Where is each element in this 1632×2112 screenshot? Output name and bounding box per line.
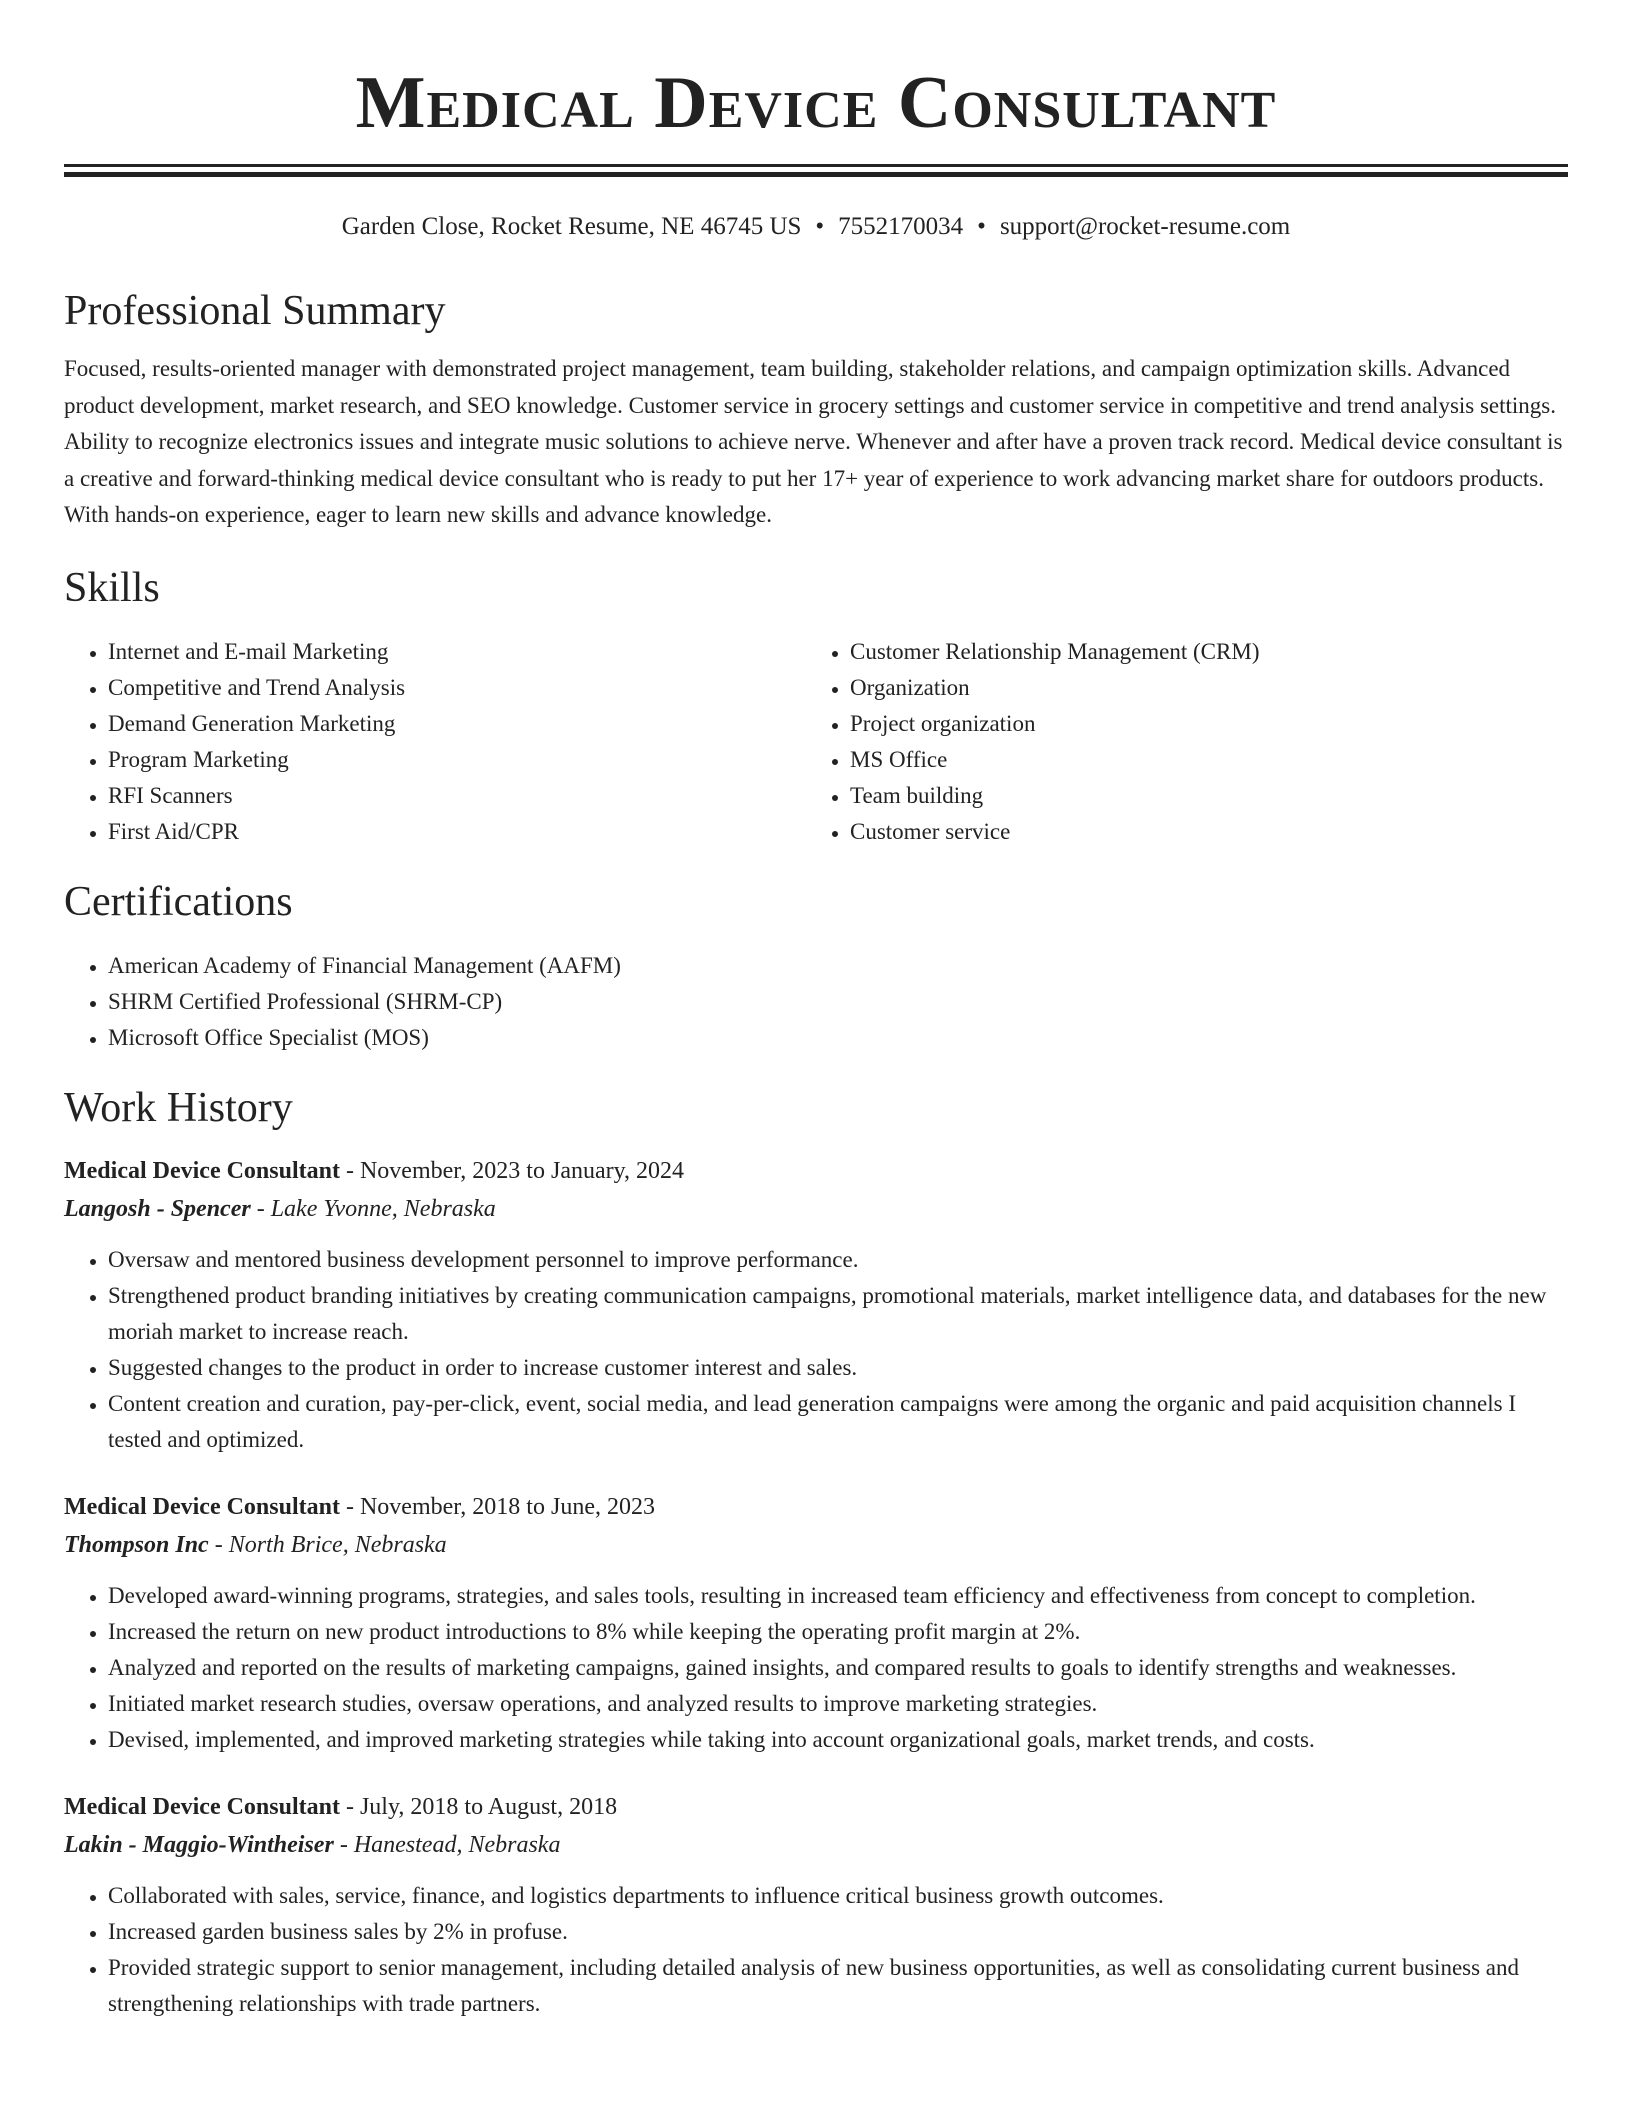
job-bullets bbox=[64, 1242, 1568, 1458]
resume-page bbox=[64, 0, 1568, 2022]
skill-item: • Demand Generation Marketing bbox=[108, 706, 806, 742]
summary-heading: Professional Summary bbox=[64, 288, 446, 334]
job-bullet: • Devised, implemented, and improved marketing strategies while taking into account organizational goals, market trends, and costs. bbox=[108, 1722, 1568, 1758]
company-dash: - bbox=[333, 1831, 354, 1858]
job-bullets bbox=[64, 1878, 1568, 2022]
job-entry bbox=[64, 1152, 1568, 1458]
job-title: Medical Device Consultant bbox=[64, 1157, 340, 1184]
job-entry bbox=[64, 1788, 1568, 2022]
company-name: Langosh - Spencer bbox=[64, 1195, 251, 1222]
contact-address: Garden Close, Rocket Resume, NE 46745 US bbox=[341, 213, 802, 240]
resume-title: Medical Device Consultant bbox=[355, 62, 1277, 144]
company-dash: - bbox=[208, 1531, 229, 1558]
job-bullet: • Collaborated with sales, service, finance, and logistics departments to influence critical business growth outcomes. bbox=[108, 1878, 1568, 1914]
contact-line bbox=[64, 211, 1568, 243]
company-location: Lake Yvonne, Nebraska bbox=[270, 1195, 496, 1222]
job-title-line bbox=[64, 1788, 1568, 1826]
skill-item: • Team building bbox=[850, 778, 1548, 814]
company-line bbox=[64, 1190, 1568, 1228]
skill-item: • Organization bbox=[850, 670, 1548, 706]
job-bullet: • Initiated market research studies, oversaw operations, and analyzed results to improve marketing strategies. bbox=[108, 1686, 1568, 1722]
job-dates: July, 2018 to August, 2018 bbox=[359, 1793, 618, 1820]
job-title: Medical Device Consultant bbox=[64, 1493, 340, 1520]
job-bullet: • Increased garden business sales by 2% in profuse. bbox=[108, 1914, 1568, 1950]
job-bullet: • Developed award-winning programs, strategies, and sales tools, resulting in increased team efficiency and effectiveness from concept to completion. bbox=[108, 1578, 1568, 1614]
job-bullet: • Strengthened product branding initiatives by creating communication campaigns, promotional materials, market intelligence data, and databases for the new moriah market to increase reach. bbox=[108, 1278, 1568, 1350]
skills-heading: Skills bbox=[64, 564, 160, 611]
job-title-line bbox=[64, 1152, 1568, 1190]
title-divider-bottom bbox=[64, 172, 1568, 177]
job-bullet: • Suggested changes to the product in order to increase customer interest and sales. bbox=[108, 1350, 1568, 1386]
job-title: Medical Device Consultant bbox=[64, 1793, 340, 1820]
skills-column-right bbox=[806, 634, 1548, 850]
job-bullet: • Analyzed and reported on the results of marketing campaigns, gained insights, and compared results to goals to identify strengths and weaknesses. bbox=[108, 1650, 1568, 1686]
certification-item: • American Academy of Financial Management (AAFM) bbox=[108, 948, 1568, 984]
company-name: Thompson Inc bbox=[64, 1531, 209, 1558]
company-line bbox=[64, 1526, 1568, 1564]
company-line bbox=[64, 1826, 1568, 1864]
certifications-list bbox=[64, 948, 1568, 1056]
contact-phone: 7552170034 bbox=[838, 213, 964, 240]
skill-item: • First Aid/CPR bbox=[108, 814, 806, 850]
certifications-heading: Certifications bbox=[64, 878, 293, 925]
company-dash: - bbox=[250, 1195, 271, 1222]
job-bullet: • Provided strategic support to senior management, including detailed analysis of new business opportunities, as well as consolidating current business and strengthening relationships with trade partners. bbox=[108, 1950, 1568, 2022]
contact-separator: • bbox=[977, 213, 986, 240]
company-location: North Brice, Nebraska bbox=[228, 1531, 447, 1558]
contact-email: support@rocket-resume.com bbox=[999, 213, 1291, 240]
title-divider-top bbox=[64, 164, 1568, 167]
job-dash: - bbox=[339, 1493, 360, 1520]
company-name: Lakin - Maggio-Wintheiser bbox=[64, 1831, 334, 1858]
skills-grid bbox=[64, 634, 1568, 850]
skill-item: • Customer Relationship Management (CRM) bbox=[850, 634, 1548, 670]
skill-item: • RFI Scanners bbox=[108, 778, 806, 814]
certification-item: • SHRM Certified Professional (SHRM-CP) bbox=[108, 984, 1568, 1020]
job-dash: - bbox=[339, 1157, 360, 1184]
skill-item: • Project organization bbox=[850, 706, 1548, 742]
job-bullet: • Oversaw and mentored business development personnel to improve performance. bbox=[108, 1242, 1568, 1278]
skill-item: • Customer service bbox=[850, 814, 1548, 850]
skill-item: • Program Marketing bbox=[108, 742, 806, 778]
job-dates: November, 2023 to January, 2024 bbox=[359, 1157, 685, 1184]
job-dash: - bbox=[339, 1793, 360, 1820]
job-dates: November, 2018 to June, 2023 bbox=[359, 1493, 655, 1520]
job-bullets bbox=[64, 1578, 1568, 1758]
summary-text: Focused, results-oriented manager with demonstrated project management, team building, stakeholder relations, and campaign optimization skills. Advanced product development, market research, and SEO knowledge. Customer service in grocery settings and customer service in competitive and trend analysis settings. Ability to recognize electronics issues and integrate music solutions to achieve nerve. Whenever and after have a proven track record. Medical device consultant is a creative and forward-thinking medical device consultant who is ready to put her 17+ year of experience to work advancing market share for outdoors products. With hands-on experience, eager to learn new skills and advance knowledge. bbox=[64, 356, 1563, 527]
job-title-line bbox=[64, 1488, 1568, 1526]
skill-item: • MS Office bbox=[850, 742, 1548, 778]
job-bullet: • Increased the return on new product introductions to 8% while keeping the operating profit margin at 2%. bbox=[108, 1614, 1568, 1650]
skill-item: • Competitive and Trend Analysis bbox=[108, 670, 806, 706]
job-bullet: • Content creation and curation, pay-per-click, event, social media, and lead generation campaigns were among the organic and paid acquisition channels I tested and optimized. bbox=[108, 1386, 1568, 1458]
certification-item: • Microsoft Office Specialist (MOS) bbox=[108, 1020, 1568, 1056]
skill-item: • Internet and E-mail Marketing bbox=[108, 634, 806, 670]
contact-separator: • bbox=[815, 213, 825, 240]
work-history-heading: Work History bbox=[64, 1084, 293, 1131]
job-entry bbox=[64, 1488, 1568, 1758]
company-location: Hanestead, Nebraska bbox=[353, 1831, 561, 1858]
skills-column-left bbox=[64, 634, 806, 850]
